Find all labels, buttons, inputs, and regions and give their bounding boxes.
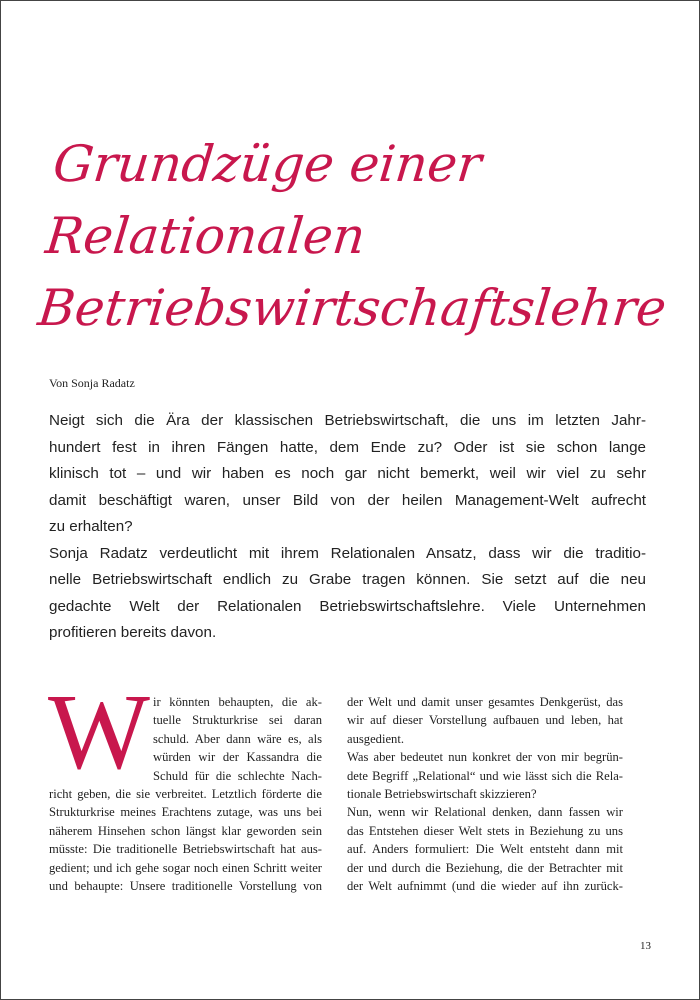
- body-line: das Entstehen dieser Welt stets in Beziehung zu uns: [347, 823, 623, 838]
- lead-line: damit beschäftigt waren, unser Bild von der heilen Management-Welt aufrecht: [49, 491, 646, 509]
- lead-line: nelle Betriebswirtschaft endlich zu Grabe tragen können. Sie setzt auf die neu: [49, 571, 646, 588]
- body-line: ausgedient.: [347, 731, 405, 746]
- body-line: der Welt aufnimmt (und die wieder auf ihn zurück-: [347, 878, 623, 893]
- body-line: dete Begriff „Relational“ und wie lässt sich die Rela-: [347, 768, 623, 783]
- byline: Von Sonja Radatz: [49, 376, 135, 390]
- body-line: ir könnten behaupten, die ak-: [153, 695, 322, 709]
- lead-paragraph: [49, 408, 646, 647]
- lead-line: zu erhalten?: [49, 518, 133, 535]
- drop-cap: W: [48, 673, 150, 792]
- lead-line: gedachte Welt der Relationalen Betriebswirtschaftslehre. Viele Unternehmen: [49, 597, 646, 615]
- body-line: Strukturkrise meines Erachtens zutage, was uns bei: [49, 805, 322, 820]
- body-line: wir auf dieser Vorstellung aufbauen und leben, hat: [347, 713, 623, 728]
- title-line: Relationalen: [42, 207, 369, 265]
- page-number: 13: [640, 940, 651, 952]
- body-line: tuelle Strukturkrise sei daran: [153, 713, 322, 728]
- lead-line: hundert fest in ihren Fängen hatte, dem Ende zu? Oder ist sie schon lange: [49, 438, 646, 456]
- body-line: Nun, wenn wir Relational denken, dann fassen wir: [347, 805, 623, 820]
- body-line: schuld. Aber dann wäre es, als: [153, 731, 322, 746]
- title-line: Betriebswirtschaftslehre: [35, 279, 670, 337]
- title-line: Grundzüge einer: [50, 135, 485, 193]
- body-line: auf. Anders formuliert: Die Welt entsteht dann mit: [347, 842, 623, 857]
- lead-line: Neigt sich die Ära der klassischen Betriebswirtschaft, die uns im letzten Jahr-: [49, 412, 646, 429]
- body-line: müsste: Die traditionelle Betriebswirtschaft hat aus-: [49, 842, 322, 857]
- body-line: näherem Hinsehen schon längst klar geworden sein: [49, 823, 322, 838]
- body-line: gedient; und ich gehe sogar noch einen Schritt weiter: [49, 860, 322, 875]
- body-line: und behaupte: Unsere traditionelle Vorstellung von: [49, 878, 322, 893]
- body-line: der Welt und damit unser gesamtes Denkgerüst, das: [347, 695, 623, 709]
- body-line: richt geben, die sie verbreitet. Letztlich förderte die: [49, 786, 322, 801]
- body-line: der und durch die Beziehung, die der Betrachter mit: [347, 860, 623, 875]
- lead-line: Sonja Radatz verdeutlicht mit ihrem Relationalen Ansatz, dass wir die traditio-: [49, 544, 646, 562]
- body-column-2: [347, 693, 623, 895]
- article-title: [35, 128, 685, 344]
- body-line: Was aber bedeutet nun konkret der von mir begrün-: [347, 750, 623, 765]
- lead-line: klinisch tot – und wir haben es noch gar nicht bemerkt, weil wir viel zu sehr: [49, 465, 646, 482]
- body-line: Schuld für die schlechte Nach-: [153, 768, 322, 783]
- lead-line: profitieren bereits davon.: [49, 624, 217, 641]
- body-line: tionale Betriebswirtschaft skizzieren?: [347, 786, 537, 801]
- body-line: würden wir der Kassandra die: [153, 750, 322, 765]
- body-column-1: [49, 693, 322, 895]
